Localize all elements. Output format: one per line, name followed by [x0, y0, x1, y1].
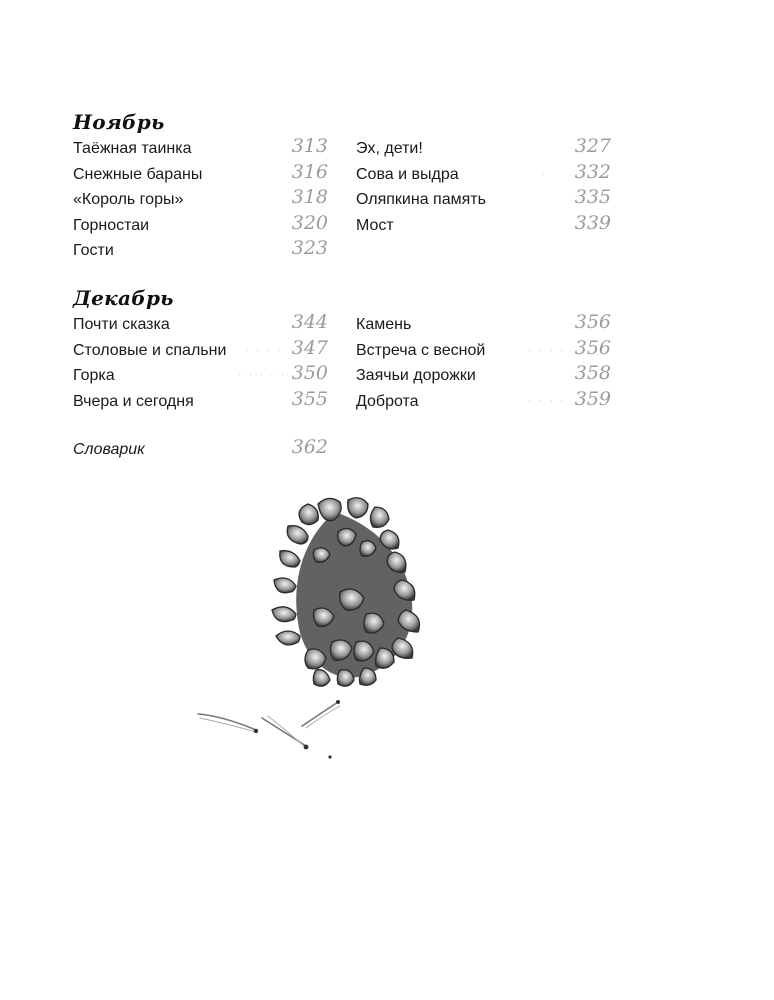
- toc-entry-title: Оляпкина память: [356, 191, 486, 209]
- toc-entry-page: 356: [574, 311, 611, 333]
- toc-entry-title: Вчера и сегодня: [73, 392, 194, 410]
- toc-entry-page: 350: [291, 362, 328, 385]
- section-heading-december: Декабрь: [73, 286, 174, 310]
- toc-entry-title: Почти сказка: [73, 316, 170, 333]
- toc-entry[interactable]: [73, 363, 328, 389]
- toc-entry-title: Доброта: [356, 392, 419, 410]
- toc-entry-title: Заячьи дорожки: [356, 367, 476, 385]
- toc-entry[interactable]: [73, 136, 328, 162]
- toc-entry[interactable]: [356, 162, 611, 188]
- toc-entry[interactable]: [356, 312, 611, 338]
- toc-entry-page: 313: [291, 135, 328, 157]
- toc-entry-page: 362: [291, 436, 328, 458]
- toc-entry-page: 355: [291, 387, 328, 410]
- section-heading-november: Ноябрь: [73, 110, 165, 134]
- toc-entry[interactable]: [356, 213, 611, 239]
- toc-entry-page: 323: [291, 237, 328, 260]
- leader-dots: · · · ·: [245, 343, 283, 356]
- toc-entry-page: 327: [574, 135, 611, 157]
- toc-entry[interactable]: [356, 338, 611, 364]
- toc-entry-title: Снежные бараны: [73, 165, 203, 183]
- toc-entry-page: 318: [291, 186, 328, 209]
- leader-dots: · · · · ·: [238, 369, 287, 382]
- toc-entry-page: 347: [291, 336, 328, 359]
- toc-entry-page: 359: [574, 387, 611, 410]
- toc-entry[interactable]: [73, 312, 328, 338]
- toc-entry[interactable]: [73, 162, 328, 188]
- toc-column-december-left: [73, 312, 328, 414]
- toc-entry-page: 344: [291, 311, 328, 333]
- toc-entry-title: Эх, дети!: [356, 140, 423, 157]
- toc-column-november-left: [73, 136, 328, 264]
- toc-entry-glossary[interactable]: [73, 437, 328, 463]
- toc-entry-page: 316: [291, 160, 328, 183]
- toc-entry-title: Горка: [73, 367, 115, 385]
- toc-entry-title: Столовые и спальни: [73, 341, 227, 359]
- toc-entry-page: 356: [574, 336, 611, 359]
- toc-entry-page: 332: [574, 160, 611, 183]
- toc-entry-title: Сова и выдра: [356, 165, 459, 183]
- toc-entry[interactable]: [73, 389, 328, 415]
- toc-entry-title: Встреча с весной: [356, 341, 486, 359]
- toc-entry[interactable]: [73, 213, 328, 239]
- pine-cone-icon: [190, 492, 480, 772]
- toc-entry-title: Таёжная таинка: [73, 140, 192, 157]
- toc-entry-title: Мост: [356, 216, 394, 234]
- toc-entry[interactable]: [73, 238, 328, 264]
- toc-entry-title: «Король горы»: [73, 191, 184, 209]
- toc-entry-page: 335: [574, 186, 611, 209]
- leader-dots: · · · ·: [528, 394, 566, 407]
- toc-entry-title: Камень: [356, 316, 412, 333]
- toc-entry-page: 320: [291, 211, 328, 234]
- toc-entry-title: Словарик: [73, 441, 145, 458]
- toc-entry[interactable]: [356, 187, 611, 213]
- toc-entry[interactable]: [73, 187, 328, 213]
- toc-column-november-right: [356, 136, 611, 238]
- toc-entry[interactable]: [73, 338, 328, 364]
- toc-entry-title: Гости: [73, 242, 114, 260]
- toc-entry[interactable]: [356, 136, 611, 162]
- toc-entry-page: 358: [574, 362, 611, 385]
- leader-dots: · · · ·: [528, 343, 566, 356]
- leader-dots: ·: [541, 167, 547, 180]
- toc-entry[interactable]: [356, 389, 611, 415]
- toc-glossary: [73, 437, 328, 463]
- toc-entry-page: 339: [574, 211, 611, 234]
- toc-entry[interactable]: [356, 363, 611, 389]
- toc-column-december-right: [356, 312, 611, 414]
- toc-entry-title: Горностаи: [73, 216, 150, 234]
